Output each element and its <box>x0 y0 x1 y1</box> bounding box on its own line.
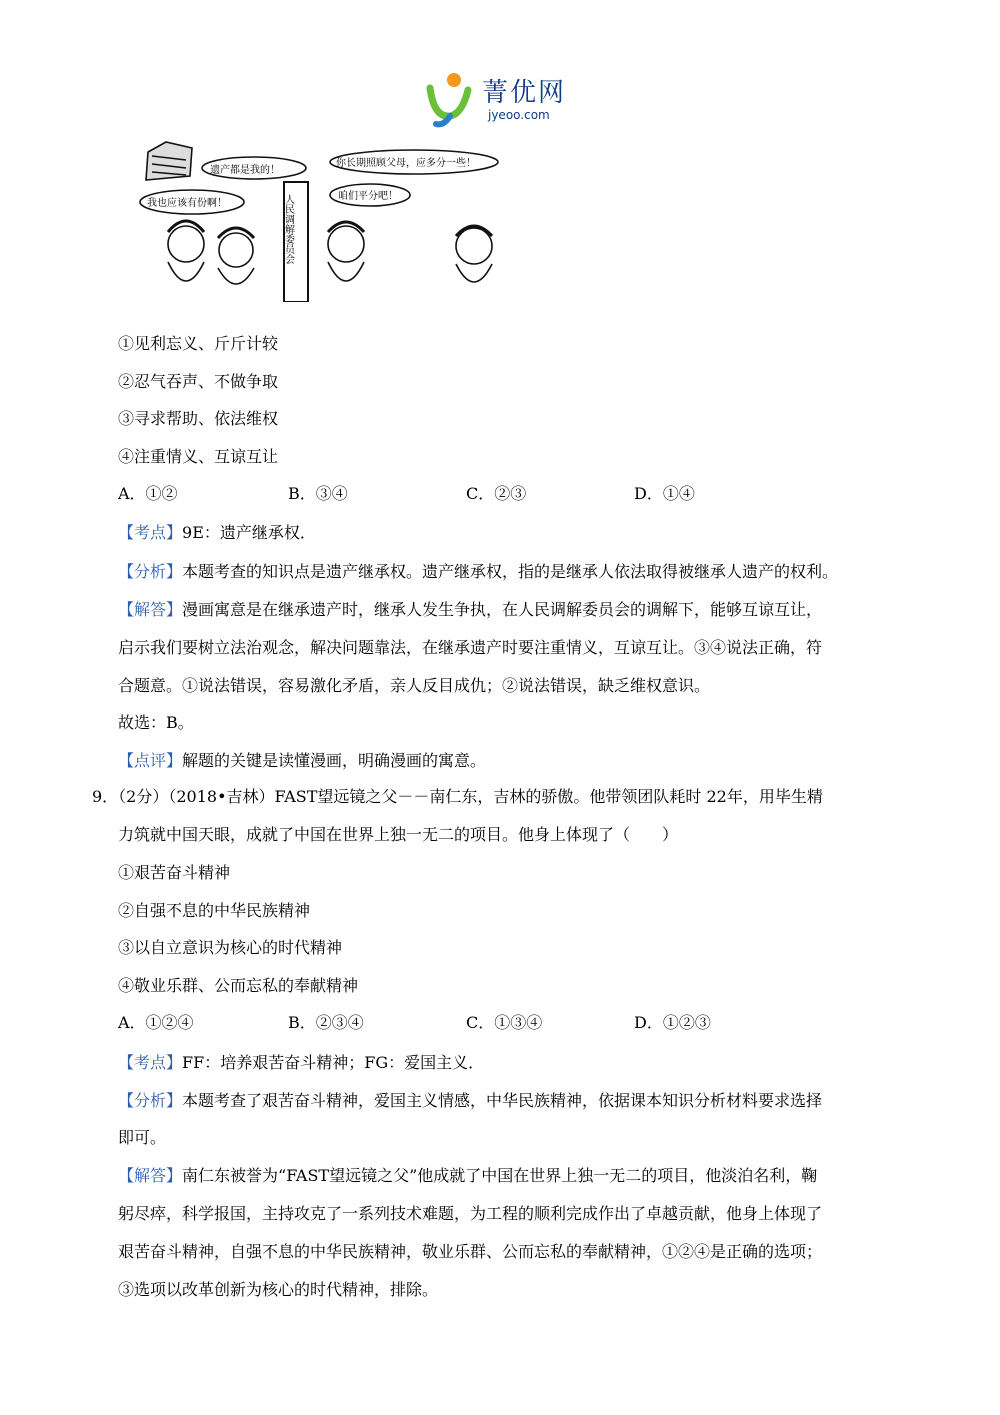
kaodian-tag: 【考点】 <box>118 523 183 542</box>
bubble-2: 我也应该有份啊！ <box>147 198 227 209</box>
kaodian-tag: 【考点】 <box>118 1053 183 1072</box>
fenxi-tag: 【分析】 <box>118 1091 183 1110</box>
q9-jieda-line-3: 艰苦奋斗精神，自强不息的中华民族精神，敬业乐群、公而忘私的奉献精神，①②④是正确的选项； <box>118 1242 823 1261</box>
bubble-3: 你长期照顾父母，应多分一些！ <box>336 158 476 169</box>
q9-item-4: ④敬业乐群、公而忘私的奉献精神 <box>118 976 359 995</box>
q9-item-3: ③以自立意识为核心的时代精神 <box>118 938 343 957</box>
q9-stem-line-1: 9．（2分）（2018•吉林）FAST望远镜之父－－南仁东，吉林的骄傲。他带领团队耗时 22年，用毕生精 <box>92 787 823 806</box>
q8-item-3: ③寻求帮助、依法维权 <box>118 409 279 428</box>
q8-item-2: ②忍气吞声、不做争取 <box>118 372 279 391</box>
q9-jieda-line-2: 躬尽瘁，科学报国，主持攻克了一系列技术难题，为工程的顺利完成作出了卓越贡献，他身上体现了 <box>118 1204 823 1223</box>
q8-jieda-line-2: 启示我们要树立法治观念，解决问题靠法，在继承遗产时要注重情义，互谅互让。③④说法正确，符 <box>118 638 823 657</box>
q9-item-2: ②自强不息的中华民族精神 <box>118 901 311 920</box>
inheritance-cartoon <box>138 140 506 302</box>
q9-option-d: D．①②③ <box>634 1013 711 1032</box>
jieda-tag: 【解答】 <box>118 1166 183 1185</box>
jieda-tag: 【解答】 <box>118 600 183 619</box>
q8-option-b: B．③④ <box>288 484 348 503</box>
q9-kaodian: 【考点】FF：培养艰苦奋斗精神；FG：爱国主义． <box>118 1053 485 1072</box>
q8-jieda-line-3: 合题意。①说法错误，容易激化矛盾，亲人反目成仇；②说法错误，缺乏维权意识。 <box>118 676 711 695</box>
q8-item-1: ①见利忘义、斤斤计较 <box>118 334 279 353</box>
q8-option-a: A．①② <box>118 484 178 503</box>
bubble-1: 遗产都是我的！ <box>210 165 280 176</box>
logo-domain: jyeoo.com <box>488 108 550 122</box>
q8-answer: 故选：B。 <box>118 713 194 732</box>
q9-jieda-line-4: ③选项以改革创新为核心的时代精神，排除。 <box>118 1280 439 1299</box>
q9-option-a: A．①②④ <box>118 1013 194 1032</box>
q9-fenxi-line-2: 即可。 <box>118 1128 167 1147</box>
q9-item-1: ①艰苦奋斗精神 <box>118 863 231 882</box>
q9-option-b: B．②③④ <box>288 1013 364 1032</box>
q9-fenxi: 【分析】本题考查了艰苦奋斗精神，爱国主义情感，中华民族精神，依据课本知识分析材料要求选择 <box>118 1091 823 1110</box>
sign-text: 人民调解委员会 <box>282 194 294 264</box>
q9-stem-line-2: 力筑就中国天眼，成就了中国在世界上独一无二的项目。他身上体现了（ ） <box>118 825 679 844</box>
q8-option-d: D．①④ <box>634 484 695 503</box>
fenxi-tag: 【分析】 <box>118 562 183 581</box>
dianping-tag: 【点评】 <box>118 751 183 770</box>
bubble-4: 咱们平分吧！ <box>338 191 398 202</box>
q8-jieda: 【解答】漫画寓意是在继承遗产时，继承人发生争执，在人民调解委员会的调解下，能够互谅互让， <box>118 600 823 619</box>
q8-option-c: C．②③ <box>466 484 527 503</box>
q9-jieda: 【解答】南仁东被誉为“FAST望远镜之父”他成就了中国在世界上独一无二的项目，他淡泊名利，鞠 <box>118 1166 818 1185</box>
q8-dianping: 【点评】解题的关键是读懂漫画，明确漫画的寓意。 <box>118 751 487 770</box>
logo-name: 菁优网 <box>482 78 567 108</box>
q8-item-4: ④注重情义、互谅互让 <box>118 447 279 466</box>
q8-fenxi: 【分析】本题考查的知识点是遗产继承权。遗产继承权，指的是继承人依法取得被继承人遗产的权利。 <box>118 562 839 581</box>
q9-option-c: C．①③④ <box>466 1013 543 1032</box>
q8-kaodian: 【考点】9E：遗产继承权． <box>118 523 316 542</box>
